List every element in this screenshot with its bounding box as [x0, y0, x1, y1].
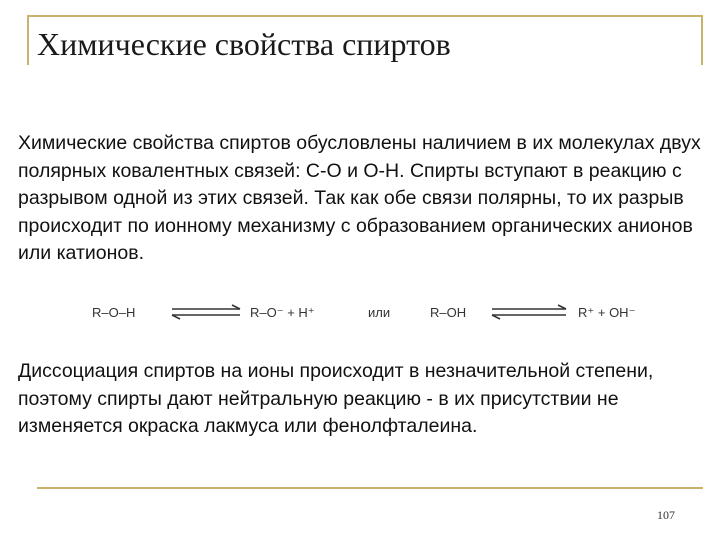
title-frame-left-rule — [27, 15, 29, 65]
paragraph-dissociation: Диссоциация спиртов на ионы происходит в незначительной степени, поэтому спирты дают нейтральную реакцию - в их присутствии не изменяется окраска лакмуса или фенолфталеина. — [18, 360, 654, 437]
paragraph-chemical-properties: Химические свойства спиртов обусловлены наличием в их молекулах двух полярных ковалентных связей: С-О и О-Н. Спирты вступают в реакцию с разрывом одной из этих связей. Так как обе связи полярны, то их разрыв происходит по ионному механизму с образованием органических анионов или катионов. — [18, 132, 701, 264]
connector-word: или — [368, 305, 391, 320]
right-products: R⁺ + OH⁻ — [578, 305, 636, 320]
page-number: 107 — [657, 508, 675, 522]
slide-title: Химические свойства спиртов — [37, 26, 451, 62]
left-reactant: R–O–H — [92, 305, 136, 320]
dissociation-equation — [0, 298, 720, 328]
title-frame-top-rule — [27, 15, 703, 17]
left-products: R–O⁻ + H⁺ — [250, 305, 315, 320]
equilibrium-arrow-right — [492, 305, 566, 319]
equilibrium-arrow-left — [172, 305, 240, 319]
footer-rule — [37, 487, 703, 489]
right-reactant: R–OH — [430, 305, 467, 320]
title-frame-right-rule — [701, 15, 703, 65]
